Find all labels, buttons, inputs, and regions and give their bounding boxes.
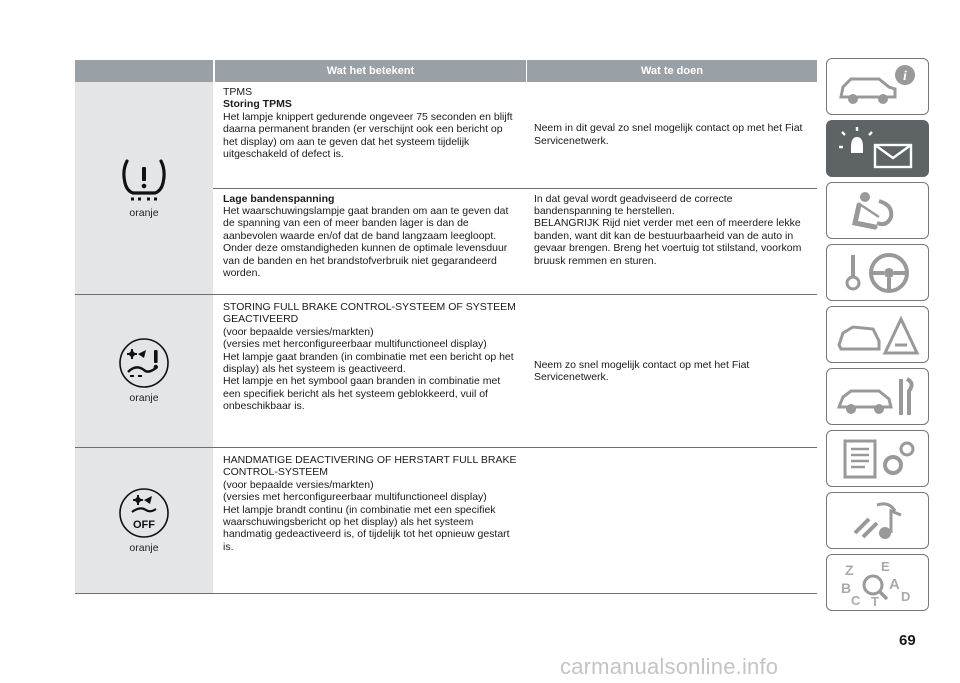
tab-index[interactable] [826,554,929,611]
tab-starting-driving[interactable] [826,244,929,301]
table-header [75,60,817,82]
svg-text:Z: Z [844,561,854,578]
table-row-brake-off [75,448,817,594]
icon-cell [75,295,213,447]
row-subtitle: Lage bandenspanning [223,192,335,205]
warning-lights-table [75,60,817,594]
accident-icon [835,311,921,359]
chapter-tabs [826,58,929,616]
svg-text:A: A [888,575,900,593]
table-row-brake-control [75,295,817,448]
tpms-warning-icon [119,157,169,203]
table-row-tpms [75,82,817,295]
row-title: TPMS [223,86,253,98]
airbag-seat-icon [835,187,921,235]
meaning-cell [213,82,526,188]
tab-emergency[interactable] [826,306,929,363]
tab-warning-lights[interactable] [826,120,929,177]
car-info-icon [835,63,921,111]
color-label: oranje [129,207,159,219]
steering-key-icon [835,249,921,297]
row-text: Het waarschuwingslampje gaat branden om aan te geven dat de spanning van een of meer banden lager is dan de aanbevolen waarde en/of dat de band langzaam leegloopt. Onder deze omstandigheden kunnen de optimale levensduur van de banden en het brandstofverbruik niet gegarandeerd worden. [223,204,509,279]
warning-lights-icon [835,125,921,173]
table-subrow [213,295,817,447]
row-subtitle: Storing TPMS [223,98,292,111]
svg-text:B: B [840,579,851,596]
multimedia-icon [835,497,921,545]
action-text: Neem zo snel mogelijk contact op met het Fiat Servicenetwerk. [534,358,750,383]
header-meaning: Wat het betekent [215,60,526,82]
icon-cell [75,448,213,593]
table-subrow [213,188,817,295]
index-letters-icon [835,559,921,607]
header-icon-column [75,60,213,82]
icon-cell [75,82,213,294]
meaning-cell [213,189,526,295]
watermark: carmanualsonline.info [560,654,779,679]
specs-gear-icon [835,435,921,483]
brake-system-warning-icon [118,338,170,388]
table-subrow [213,82,817,188]
car-service-icon [835,373,921,421]
action-cell [526,189,817,295]
meaning-cell [213,448,526,593]
row-text: Het lampje knippert gedurende ongeveer 75 seconden en blijft daarna permanent branden (er verschijnt ook een bericht op het display) om aan te geven dat het systeem tijdelijk uitgeschakeld of defect is. [223,110,513,161]
action-text: Neem in dit geval zo snel mogelijk contact op met het Fiat Servicenetwerk. [534,122,803,147]
tab-multimedia[interactable] [826,492,929,549]
color-label: oranje [129,541,159,554]
svg-text:E: E [880,558,890,574]
action-text: In dat geval wordt geadviseerd de correcte bandenspanning te herstellen. BELANGRIJK Rijd niet verder met een of meerdere lekke banden, want dit kan de bestuurbaarheid van de auto in gevaar brengen. Breng het voertuig tot stilstand, voorkom bruusk remmen en sturen. [534,192,802,267]
svg-text:T: T [870,593,879,607]
tab-safety[interactable] [826,182,929,239]
tab-car-info[interactable] [826,58,929,115]
tab-maintenance[interactable] [826,368,929,425]
table-subrow [213,448,817,593]
svg-text:i: i [902,68,907,84]
row-text: STORING FULL BRAKE CONTROL-SYSTEEM OF SYSTEEM GEACTIVEERD (voor bepaalde versies/markten) (versies met herconfigureerbaar multifunctioneel display) Het lampje gaat branden (in combinatie met een bericht op het display) als het systeem is geactiveerd. Het lampje en het symbool gaan branden in combinatie met een specifiek bericht als het systeem geblokkeerd, vuil of onbeschikbaar is. [223,301,516,413]
header-action: Wat te doen [527,60,817,82]
page-number: 69 [899,632,916,649]
action-cell [526,448,817,593]
meaning-cell [213,295,526,447]
row-text: HANDMATIGE DEACTIVERING OF HERSTART FULL BRAKE CONTROL-SYSTEEM (voor bepaalde versies/markten) (versies met herconfigureerbaar multifunctioneel display) Het lampje brandt continu (in combinatie met een specifiek waarschuwingsbericht op het display) als het systeem handmatig gedeactiveerd is, of tijdelijk tot het opnieuw gestart is. [223,454,517,553]
color-label: oranje [129,392,159,404]
off-label: OFF [133,518,155,531]
svg-text:C: C [850,592,860,607]
action-cell [526,82,817,188]
tab-technical-data[interactable] [826,430,929,487]
action-cell [526,295,817,447]
brake-off-icon [118,488,170,538]
svg-text:D: D [900,588,910,604]
